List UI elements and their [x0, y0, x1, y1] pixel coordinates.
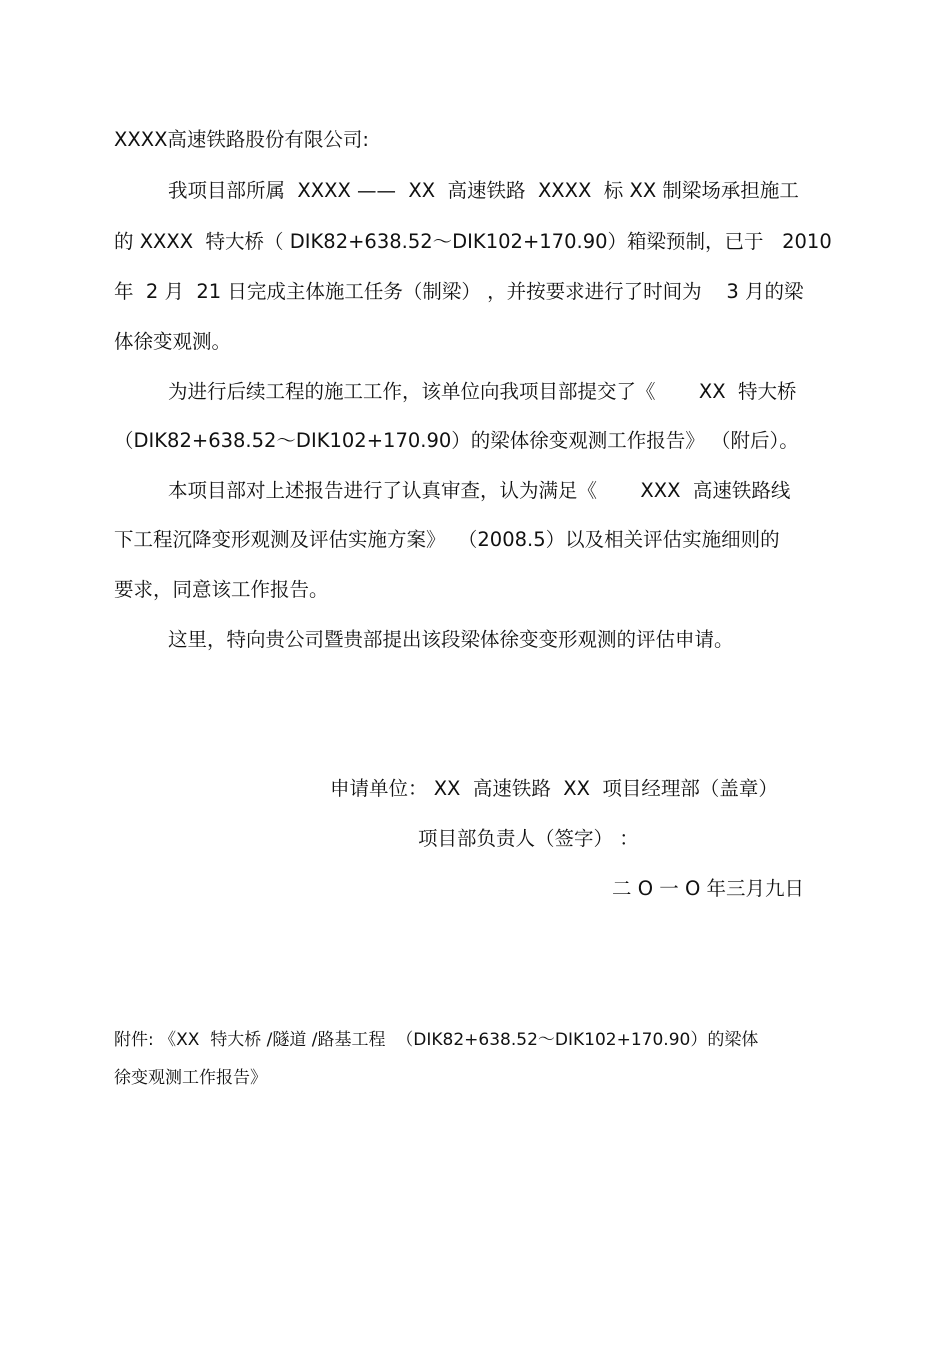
paragraph-1-line-3: 年 2 月 21 日完成主体施工任务（制梁） ，并按要求进行了时间为 3 月的梁	[114, 280, 804, 303]
paragraph-1-line-4: 体徐变观测。	[114, 330, 232, 353]
paragraph-3-line-1: 本项目部对上述报告进行了认真审查，认为满足《 XXX 高速铁路线	[168, 479, 791, 502]
paragraph-3-line-2: 下工程沉降变形观测及评估实施方案》 （2008.5）以及相关评估实施细则的	[114, 528, 780, 551]
paragraph-4-line-1: 这里，特向贵公司暨贵部提出该段梁体徐变变形观测的评估申请。	[168, 628, 734, 651]
signature-date: 二 O 一 O 年三月九日	[612, 877, 804, 900]
paragraph-2-line-1: 为进行后续工程的施工工作，该单位向我项目部提交了《 XX 特大桥	[168, 380, 797, 403]
salutation: XXXX高速铁路股份有限公司:	[114, 128, 370, 151]
applicant-unit: 申请单位： XX 高速铁路 XX 项目经理部（盖章）	[330, 777, 778, 800]
paragraph-3-line-3: 要求，同意该工作报告。	[114, 578, 329, 601]
paragraph-2-line-2: （DIK82+638.52～DIK102+170.90）的梁体徐变观测工作报告》 （附后）。	[114, 429, 799, 452]
attachment-line-2: 徐变观测工作报告》	[114, 1068, 267, 1088]
paragraph-1-line-2: 的 XXXX 特大桥（ DIK82+638.52～DIK102+170.90）箱梁预制，已于 2010	[114, 230, 832, 253]
attachment-line-1: 附件: 《XX 特大桥 /隧道 /路基工程 （DIK82+638.52～DIK102+170.90）的梁体	[114, 1030, 759, 1050]
responsible-person: 项目部负责人（签字） ：	[418, 827, 639, 850]
paragraph-1-line-1: 我项目部所属 XXXX —— XX 高速铁路 XXXX 标 XX 制梁场承担施工	[168, 179, 799, 202]
